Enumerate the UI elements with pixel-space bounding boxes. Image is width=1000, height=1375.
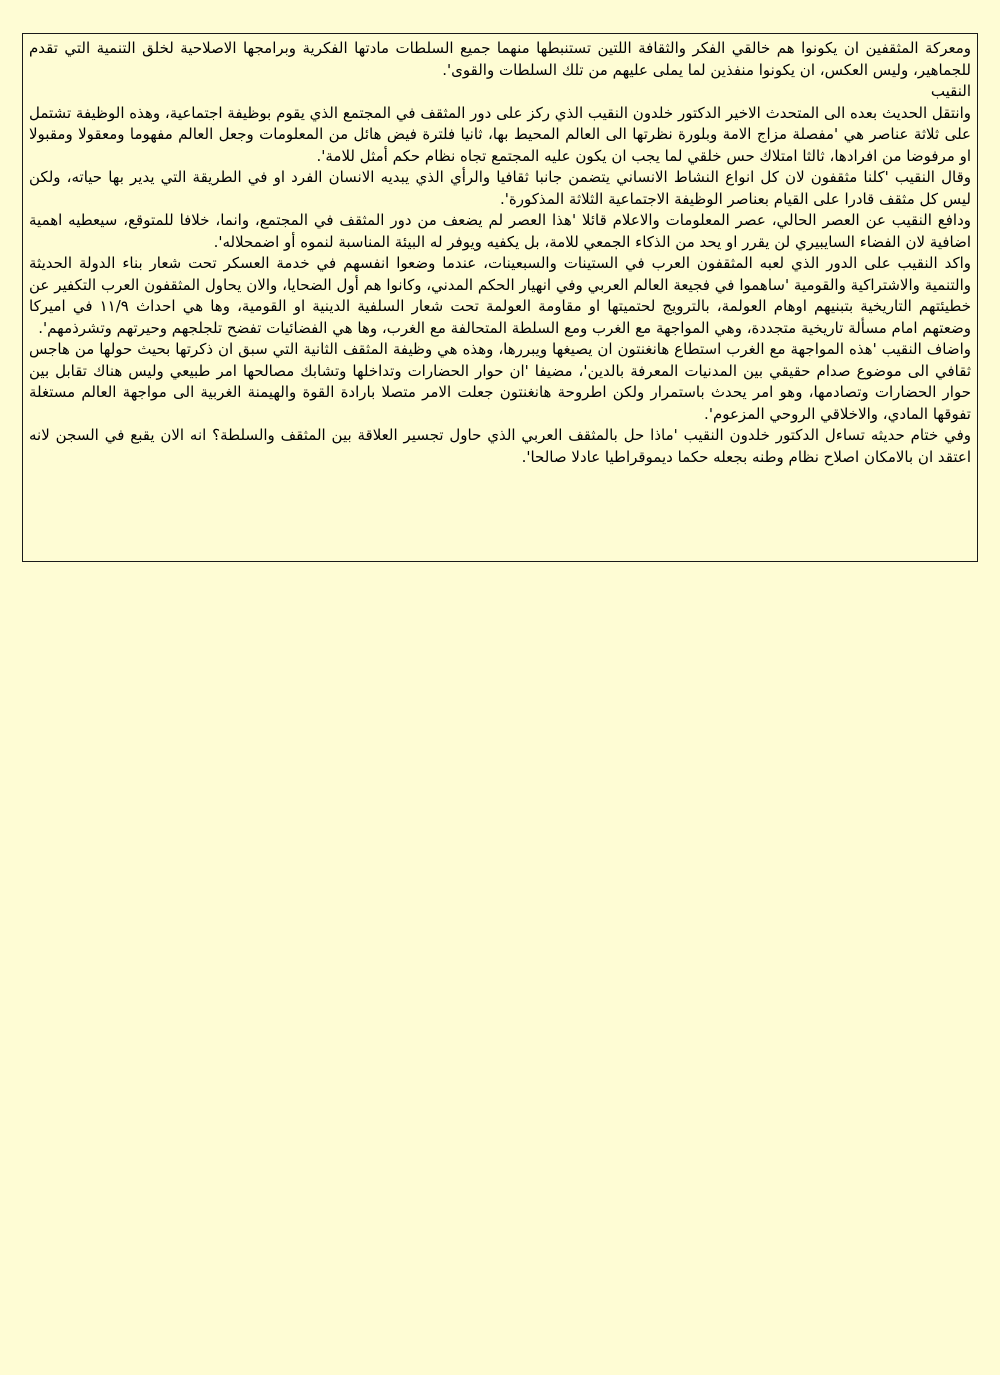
paragraph-conclusion: وفي ختام حديثه تساءل الدكتور خلدون النقيب 'ماذا حل بالمثقف العربي الذي حاول تجسير العلاقة بين المثقف والسلطة؟ انه الان يقبع في السجن لانه اعتقد ان بالامكان اصلاح نظام وطنه بجعله حكما ديموقراطيا عادلا صالحا'. (29, 426, 971, 466)
article-text-box (22, 33, 978, 562)
paragraph-intellectuals-battle: ومعركة المثقفين ان يكونوا هم خالقي الفكر والثقافة اللتين تستنبطها منهما جميع السلطات مادتها الفكرية وبرامجها الاصلاحية لخلق التنمية التي تقدم للجماهير، وليس العكس، ان يكونوا منفذين لما يملى عليهم من تلك السلطات والقوى'. (29, 39, 971, 79)
article-body (29, 38, 971, 468)
paragraph-sixties-seventies: واكد النقيب على الدور الذي لعبه المثقفون العرب في الستينات والسبعينات، عندما وضعوا انفسهم في خدمة العسكر تحت شعار بناء الدولة الحديثة والتنمية والاشتراكية والقومية 'ساهموا في فجيعة العالم العربي وفي انهيار الحكم المدني، وكانوا هم أول الضحايا، والان يحاول المثقفون العرب التكفير عن خطيئتهم التاريخية بتبنيهم اوهام العولمة، بالترويج لحتميتها او مقاومة العولمة تحت شعار السلفية الدينية او القومية، وها هي احداث ١١/٩ في اميركا وضعتهم امام مسألة تاريخية متجددة، وهي المواجهة مع الغرب ومع السلطة المتحالفة مع الغرب، وها هي الفضائيات تفضح تلجلجهم وحيرتهم وتشرذمهم'. (29, 254, 971, 337)
paragraph-huntington: واضاف النقيب 'هذه المواجهة مع الغرب استطاع هانغنتون ان يصيغها ويبررها، وهذه هي وظيفة المثقف الثانية التي سبق ان ذكرتها بحيث حولها من هاجس ثقافي الى موضوع صدام حقيقي بين المدنيات المعرفة بالدين'، مضيفا 'ان حوار الحضارات وتداخلها وتشابك مصالحها امر طبيعي وليس هناك تقابل بين حوار الحضارات وتصادمها، وهو امر يحدث باستمرار ولكن اطروحة هانغنتون جعلت الامر متصلا بارادة القوة والهيمنة الغربية الى مواجهة العالم مستغلة تفوقها المادي، والاخلاقي الروحي المزعوم'. (29, 340, 971, 423)
paragraph-naqib-all-intellectuals: وقال النقيب 'كلنا مثقفون لان كل انواع النشاط الانساني يتضمن جانبا ثقافيا والرأي الذي يبديه الانسان الفرد او في الطريقة التي يدير بها حياته، ولكن ليس كل مثقف قادرا على القيام بعناصر الوظيفة الاجتماعية الثلاثة المذكورة'. (29, 168, 971, 208)
paragraph-information-age: ودافع النقيب عن العصر الحالي، عصر المعلومات والاعلام قائلا 'هذا العصر لم يضعف من دور المثقف في المجتمع، وانما، خلافا للمتوقع، سيعطيه اهمية اضافية لان الفضاء السايبيري لن يقرر او يحد من الذكاء الجمعي للامة، بل يكفيه ويوفر له البيئة المناسبة لنموه أو اضمحلاله'. (29, 211, 971, 251)
section-heading-naqib: النقيب (930, 82, 971, 100)
paragraph-naqib-role: وانتقل الحديث بعده الى المتحدث الاخير الدكتور خلدون النقيب الذي ركز على دور المثقف في المجتمع الذي يقوم بوظيفة اجتماعية، وهذه الوظيفة تشتمل على ثلاثة عناصر هي 'مفصلة مزاج الامة وبلورة نظرتها الى العالم المحيط بها، ثانيا فلترة فيض هائل من المعلومات وجعل العالم مفهوما ومعقولا ومقبولا او مرفوضا من افرادها، ثالثا امتلاك حس خلقي لما يجب ان يكون عليه المجتمع تجاه نظام حكم أمثل للامة'. (29, 103, 971, 165)
